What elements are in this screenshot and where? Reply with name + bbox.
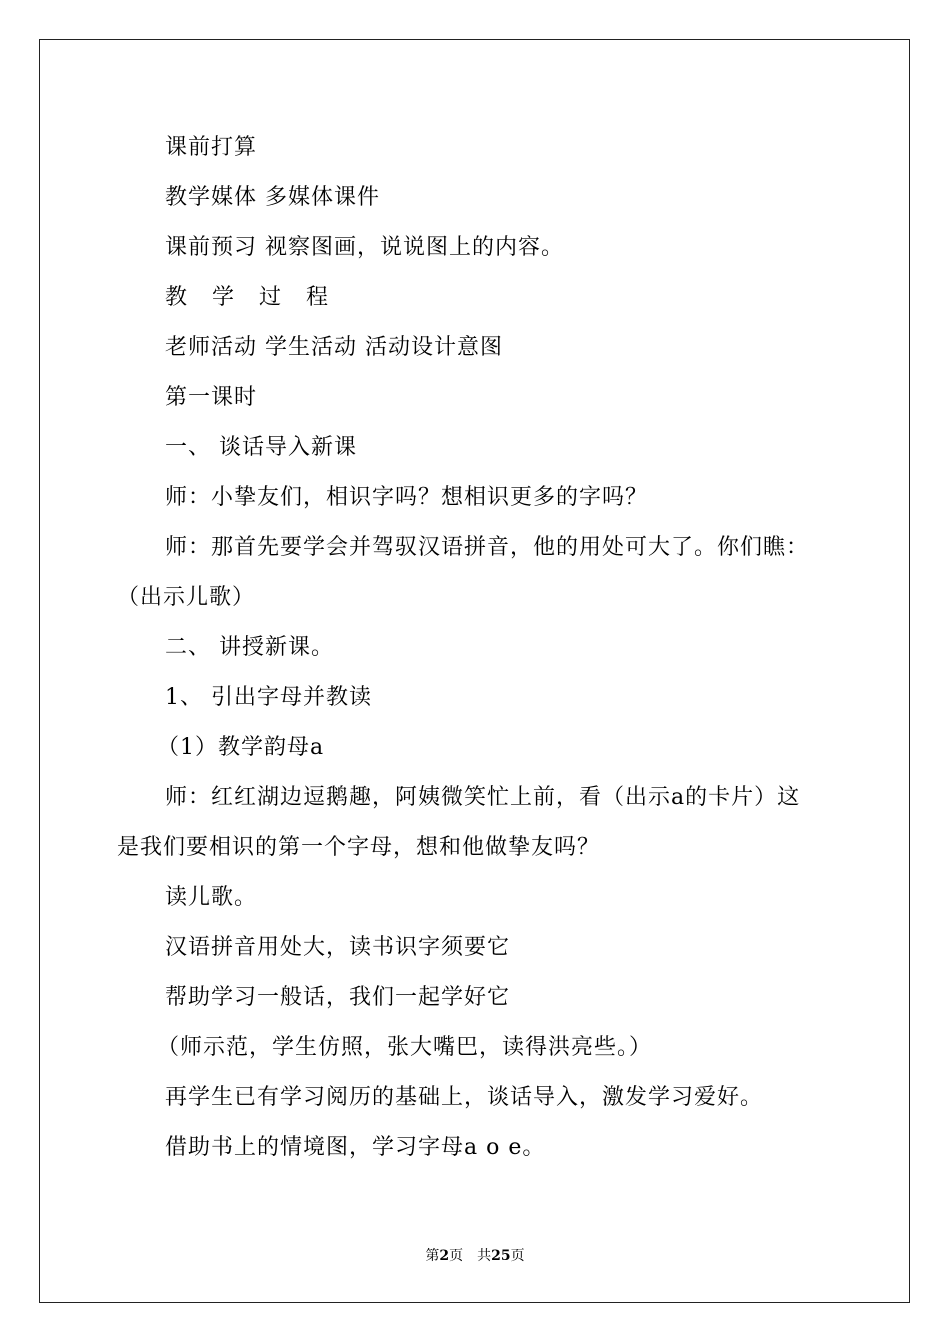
heading-first-lesson: 第一课时	[165, 385, 258, 410]
paragraph-teacher-story: 师：红红湖边逗鹅趣，阿姨微笑忙上前，看（出示a的卡片）这	[165, 785, 801, 810]
heading-lesson-prep: 课前打算	[165, 135, 258, 160]
paragraph-teaching-media: 教学媒体 多媒体课件	[165, 185, 380, 210]
paragraph-learn-letters: 借助书上的情境图，学习字母a o e。	[165, 1135, 546, 1160]
paragraph-read-rhyme: 读儿歌。	[165, 885, 258, 910]
footer-page-current: 2	[439, 1248, 450, 1264]
document-body	[117, 123, 847, 1173]
heading-section-one: 一、 谈话导入新课	[165, 435, 357, 460]
paragraph-demo-note: （师示范，学生仿照，张大嘴巴，读得洪亮些。）	[157, 1035, 653, 1060]
footer-total-prefix: 共	[477, 1248, 492, 1264]
paragraph-design-intent: 再学生已有学习阅历的基础上，谈话导入，激发学习爱好。	[165, 1085, 764, 1110]
heading-teaching-process: 教 学 过 程	[165, 285, 337, 310]
rhyme-line-one: 汉语拼音用处大，读书识字须要它	[165, 935, 511, 960]
paragraph-teacher-pinyin: 师：那首先要学会并驾驭汉语拼音，他的用处可大了。你们瞧：	[165, 535, 810, 560]
heading-step-one: 1、 引出字母并教读	[165, 685, 372, 710]
rhyme-line-two: 帮助学习一般话，我们一起学好它	[165, 985, 511, 1010]
page-footer	[0, 1246, 950, 1266]
paragraph-teacher-question: 师：小挚友们，相识字吗？想相识更多的字吗？	[165, 485, 649, 510]
footer-page-unit: 页	[449, 1248, 464, 1264]
heading-vowel-a: （1）教学韵母a	[157, 735, 325, 760]
footer-page-prefix: 第	[425, 1248, 440, 1264]
paragraph-show-rhyme: （出示儿歌）	[117, 585, 256, 610]
paragraph-preview: 课前预习 视察图画，说说图上的内容。	[165, 235, 564, 260]
footer-total-unit: 页	[510, 1248, 525, 1264]
paragraph-teacher-story-cont: 是我们要相识的第一个字母，想和他做挚友吗？	[117, 835, 601, 860]
paragraph-activity-columns: 老师活动 学生活动 活动设计意图	[165, 335, 503, 360]
footer-page-total: 25	[491, 1248, 511, 1264]
heading-section-two: 二、 讲授新课。	[165, 635, 334, 660]
